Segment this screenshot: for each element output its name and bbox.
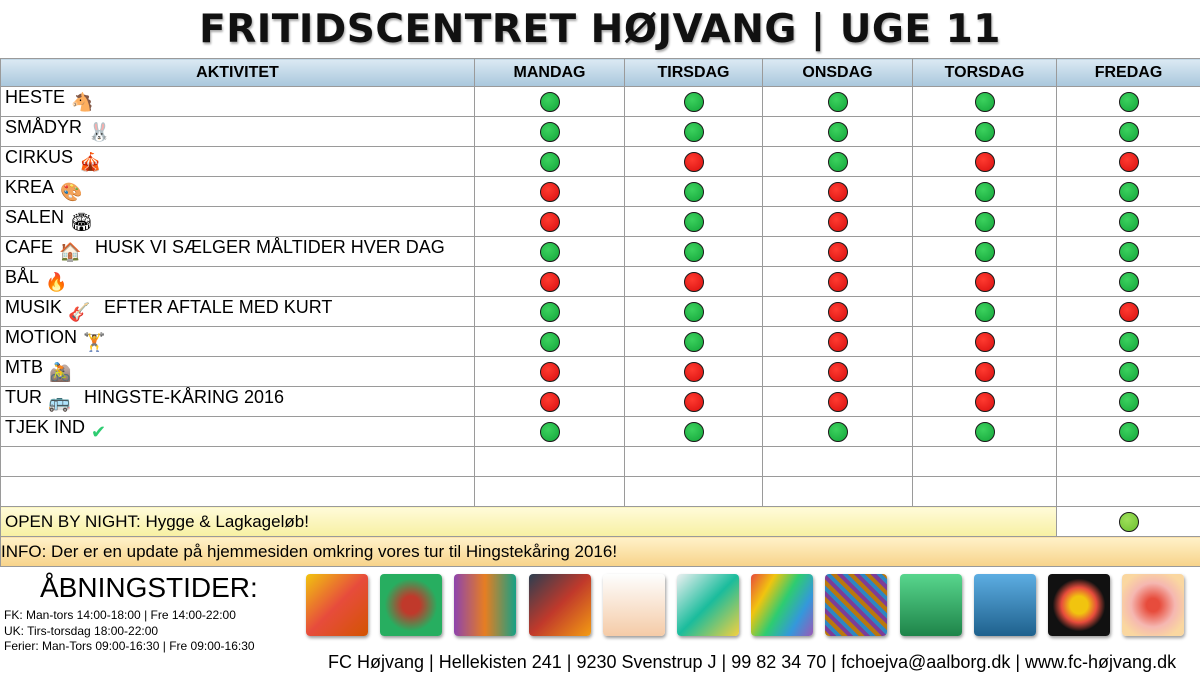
status-dot-open xyxy=(684,332,704,352)
status-dot-open xyxy=(828,422,848,442)
artwork-framed-abstract xyxy=(677,574,739,636)
activity-name: MOTION xyxy=(5,327,77,347)
status-dot-open xyxy=(975,422,995,442)
day-cell xyxy=(475,237,625,267)
status-dot-open xyxy=(1119,332,1139,352)
day-cell xyxy=(763,237,913,267)
day-cell xyxy=(913,87,1057,117)
status-dot-closed xyxy=(540,182,560,202)
day-cell xyxy=(475,297,625,327)
column-header-wednesday: ONSDAG xyxy=(763,59,913,87)
status-dot-open xyxy=(684,92,704,112)
activity-name: SMÅDYR xyxy=(5,117,83,137)
day-cell xyxy=(763,297,913,327)
artwork-colorful-squares xyxy=(454,574,516,636)
day-cell xyxy=(763,177,913,207)
opening-hours-list xyxy=(4,608,255,655)
day-cell xyxy=(1057,297,1200,327)
horse-icon: 🐴 xyxy=(71,92,94,112)
status-dot-open xyxy=(1119,242,1139,262)
day-cell xyxy=(475,207,625,237)
status-dot-open xyxy=(975,122,995,142)
footer-contact: FC Højvang | Hellekisten 241 | 9230 Svenstrup J | 99 82 34 70 | fchoejva@aalborg.dk | www.fc-højvang.dk xyxy=(328,652,1177,672)
fire-icon: 🔥 xyxy=(45,272,68,292)
day-cell xyxy=(913,117,1057,147)
day-cell xyxy=(763,327,913,357)
day-cell xyxy=(475,87,625,117)
activity-cell xyxy=(1,327,475,357)
activity-cell xyxy=(1,147,475,177)
activity-note: HUSK VI SÆLGER MÅLTIDER HVER DAG xyxy=(95,237,445,257)
status-dot-open xyxy=(684,242,704,262)
opening-hours-line: FK: Man-tors 14:00-18:00 | Fre 14:00-22:00 xyxy=(4,608,236,622)
status-dot-open xyxy=(540,302,560,322)
table-row xyxy=(1,357,1200,387)
activity-name: SALEN xyxy=(5,207,65,227)
status-dot-open xyxy=(684,422,704,442)
day-cell xyxy=(625,87,763,117)
info-text: INFO: Der er en update på hjemmesiden omkring vores tur til Hingstekåring 2016! xyxy=(1,537,1200,567)
artwork-circles xyxy=(1048,574,1110,636)
status-dot-closed xyxy=(540,212,560,232)
artwork-rainbow-stripes xyxy=(751,574,813,636)
table-row xyxy=(1,117,1200,147)
day-cell xyxy=(625,357,763,387)
open-by-night-row xyxy=(1,507,1200,537)
rabbit-icon: 🐰 xyxy=(88,122,111,142)
status-dot-closed xyxy=(540,392,560,412)
status-dot-open xyxy=(975,302,995,322)
status-dot-open xyxy=(1119,272,1139,292)
activity-cell xyxy=(1,387,475,417)
mountain-bike-icon: 🚵 xyxy=(49,362,72,382)
status-dot-open xyxy=(1119,182,1139,202)
day-cell xyxy=(1057,267,1200,297)
day-cell xyxy=(475,117,625,147)
artwork-green-heart xyxy=(380,574,442,636)
day-cell xyxy=(475,357,625,387)
column-header-activity: AKTIVITET xyxy=(1,59,475,87)
status-dot-open xyxy=(1119,122,1139,142)
status-dot-open xyxy=(1119,362,1139,382)
day-cell xyxy=(913,417,1057,447)
status-dot-closed xyxy=(975,152,995,172)
day-cell xyxy=(475,147,625,177)
status-dot-open xyxy=(1119,212,1139,232)
day-cell xyxy=(625,267,763,297)
status-dot-open xyxy=(1119,422,1139,442)
activity-name: CAFE xyxy=(5,237,54,257)
activity-name: TJEK IND xyxy=(5,417,86,437)
open-by-night-friday xyxy=(1057,507,1200,537)
empty-cell xyxy=(1,477,475,507)
empty-cell xyxy=(1057,477,1200,507)
day-cell xyxy=(1057,357,1200,387)
empty-cell xyxy=(763,477,913,507)
empty-cell xyxy=(1,447,475,477)
day-cell xyxy=(763,387,913,417)
table-row xyxy=(1,147,1200,177)
status-dot-open xyxy=(540,332,560,352)
day-cell xyxy=(1057,237,1200,267)
day-cell xyxy=(1057,147,1200,177)
day-cell xyxy=(913,177,1057,207)
status-dot-open xyxy=(828,152,848,172)
status-dot-open xyxy=(540,242,560,262)
day-cell xyxy=(625,147,763,177)
status-dot-closed xyxy=(828,332,848,352)
day-cell xyxy=(475,327,625,357)
day-cell xyxy=(625,387,763,417)
status-dot-closed xyxy=(975,272,995,292)
day-cell xyxy=(1057,177,1200,207)
day-cell xyxy=(625,117,763,147)
empty-row xyxy=(1,477,1200,507)
day-cell xyxy=(625,417,763,447)
empty-cell xyxy=(475,477,625,507)
activity-cell xyxy=(1,417,475,447)
status-dot-open xyxy=(684,302,704,322)
day-cell xyxy=(625,237,763,267)
status-dot xyxy=(1119,512,1139,532)
activity-note: EFTER AFTALE MED KURT xyxy=(104,297,333,317)
status-dot-open xyxy=(684,122,704,142)
day-cell xyxy=(913,327,1057,357)
column-header-tuesday: TIRSDAG xyxy=(625,59,763,87)
status-dot-closed xyxy=(684,152,704,172)
circus-tent-icon: 🎪 xyxy=(79,152,102,172)
activity-name: BÅL xyxy=(5,267,40,287)
table-row xyxy=(1,87,1200,117)
activity-name: MTB xyxy=(5,357,43,377)
status-dot-closed xyxy=(684,272,704,292)
activity-cell xyxy=(1,87,475,117)
status-dot-open xyxy=(975,242,995,262)
status-dot-open xyxy=(975,212,995,232)
day-cell xyxy=(625,207,763,237)
activity-name: CIRKUS xyxy=(5,147,74,167)
status-dot-closed xyxy=(828,392,848,412)
column-header-monday: MANDAG xyxy=(475,59,625,87)
empty-cell xyxy=(475,447,625,477)
day-cell xyxy=(1057,387,1200,417)
day-cell xyxy=(475,387,625,417)
activity-cell xyxy=(1,177,475,207)
day-cell xyxy=(625,297,763,327)
guitar-player-icon: 🎸 xyxy=(68,302,91,322)
table-row xyxy=(1,297,1200,327)
artwork-red-dots xyxy=(1122,574,1184,636)
empty-cell xyxy=(1057,447,1200,477)
status-dot-open xyxy=(1119,392,1139,412)
status-dot-open xyxy=(540,92,560,112)
status-dot-open xyxy=(975,92,995,112)
day-cell xyxy=(763,87,913,117)
artwork-orange-abstract xyxy=(306,574,368,636)
day-cell xyxy=(625,177,763,207)
status-dot-open xyxy=(975,182,995,202)
status-dot-closed xyxy=(828,242,848,262)
status-dot-open xyxy=(828,122,848,142)
day-cell xyxy=(913,207,1057,237)
status-dot-closed xyxy=(828,302,848,322)
status-dot-open xyxy=(828,92,848,112)
gym-hall-icon: 🏟 xyxy=(70,212,93,232)
day-cell xyxy=(763,417,913,447)
opening-hours-line: UK: Tirs-torsdag 18:00-22:00 xyxy=(4,623,159,638)
day-cell xyxy=(1057,207,1200,237)
cafe-icon: 🏠 xyxy=(59,242,82,262)
paint-palette-icon: 🎨 xyxy=(60,182,83,202)
day-cell xyxy=(913,147,1057,177)
schedule-table xyxy=(0,58,1200,567)
bus-icon: 🚌 xyxy=(48,392,71,412)
empty-cell xyxy=(913,477,1057,507)
table-row xyxy=(1,327,1200,357)
table-row xyxy=(1,387,1200,417)
day-cell xyxy=(913,297,1057,327)
column-header-thursday: TORSDAG xyxy=(913,59,1057,87)
status-dot-closed xyxy=(975,392,995,412)
table-row xyxy=(1,237,1200,267)
day-cell xyxy=(1057,117,1200,147)
activity-cell xyxy=(1,267,475,297)
day-cell xyxy=(763,267,913,297)
open-by-night-label: OPEN BY NIGHT: Hygge & Lagkageløb! xyxy=(1,507,1057,537)
opening-hours-title: ÅBNINGSTIDER: xyxy=(40,572,258,603)
day-cell xyxy=(763,207,913,237)
page-title: FRITIDSCENTRET HØJVANG | UGE 11 xyxy=(199,7,1001,52)
day-cell xyxy=(913,237,1057,267)
activity-name: TUR xyxy=(5,387,42,407)
activity-cell xyxy=(1,117,475,147)
status-dot-open xyxy=(540,122,560,142)
artwork-cow-painting xyxy=(974,574,1036,636)
status-dot-closed xyxy=(828,272,848,292)
day-cell xyxy=(1057,417,1200,447)
status-dot-closed xyxy=(975,362,995,382)
status-dot-closed xyxy=(975,332,995,352)
status-dot-closed xyxy=(1119,302,1139,322)
table-row xyxy=(1,267,1200,297)
status-dot-open xyxy=(684,212,704,232)
table-row xyxy=(1,177,1200,207)
status-dot-open xyxy=(540,152,560,172)
status-dot-closed xyxy=(684,392,704,412)
status-dot-open xyxy=(540,422,560,442)
info-row xyxy=(1,537,1200,567)
day-cell xyxy=(913,387,1057,417)
status-dot-closed xyxy=(828,362,848,382)
empty-cell xyxy=(625,477,763,507)
status-dot-closed xyxy=(828,182,848,202)
day-cell xyxy=(763,357,913,387)
artwork-dark-abstract xyxy=(529,574,591,636)
day-cell xyxy=(625,327,763,357)
status-dot-closed xyxy=(540,272,560,292)
table-row xyxy=(1,207,1200,237)
day-cell xyxy=(475,267,625,297)
day-cell xyxy=(475,177,625,207)
activity-cell xyxy=(1,297,475,327)
day-cell xyxy=(913,357,1057,387)
activity-cell xyxy=(1,357,475,387)
empty-cell xyxy=(625,447,763,477)
activity-note: HINGSTE-KÅRING 2016 xyxy=(84,387,285,407)
empty-cell xyxy=(763,447,913,477)
artwork-mosaic xyxy=(825,574,887,636)
weightlifter-icon: 🏋 xyxy=(83,332,106,352)
day-cell xyxy=(1057,327,1200,357)
status-dot-open xyxy=(684,182,704,202)
status-dot-closed xyxy=(1119,152,1139,172)
artwork-house-blocks xyxy=(603,574,665,636)
empty-cell xyxy=(913,447,1057,477)
day-cell xyxy=(763,147,913,177)
activity-cell xyxy=(1,237,475,267)
day-cell xyxy=(913,267,1057,297)
column-header-friday: FREDAG xyxy=(1057,59,1200,87)
activity-name: KREA xyxy=(5,177,55,197)
artwork-i-love-you xyxy=(900,574,962,636)
status-dot-closed xyxy=(684,362,704,382)
opening-hours-line: Ferier: Man-Tors 09:00-16:30 | Fre 09:00-16:30 xyxy=(4,639,255,653)
day-cell xyxy=(1057,87,1200,117)
activity-name: MUSIK xyxy=(5,297,63,317)
day-cell xyxy=(475,417,625,447)
activity-name: HESTE xyxy=(5,87,66,107)
status-dot-open xyxy=(1119,92,1139,112)
day-cell xyxy=(763,117,913,147)
activity-cell xyxy=(1,207,475,237)
table-row xyxy=(1,417,1200,447)
header-row xyxy=(1,59,1200,87)
empty-row xyxy=(1,447,1200,477)
status-dot-closed xyxy=(540,362,560,382)
checkmark-person-icon: ✔ xyxy=(91,422,107,442)
status-dot-closed xyxy=(828,212,848,232)
